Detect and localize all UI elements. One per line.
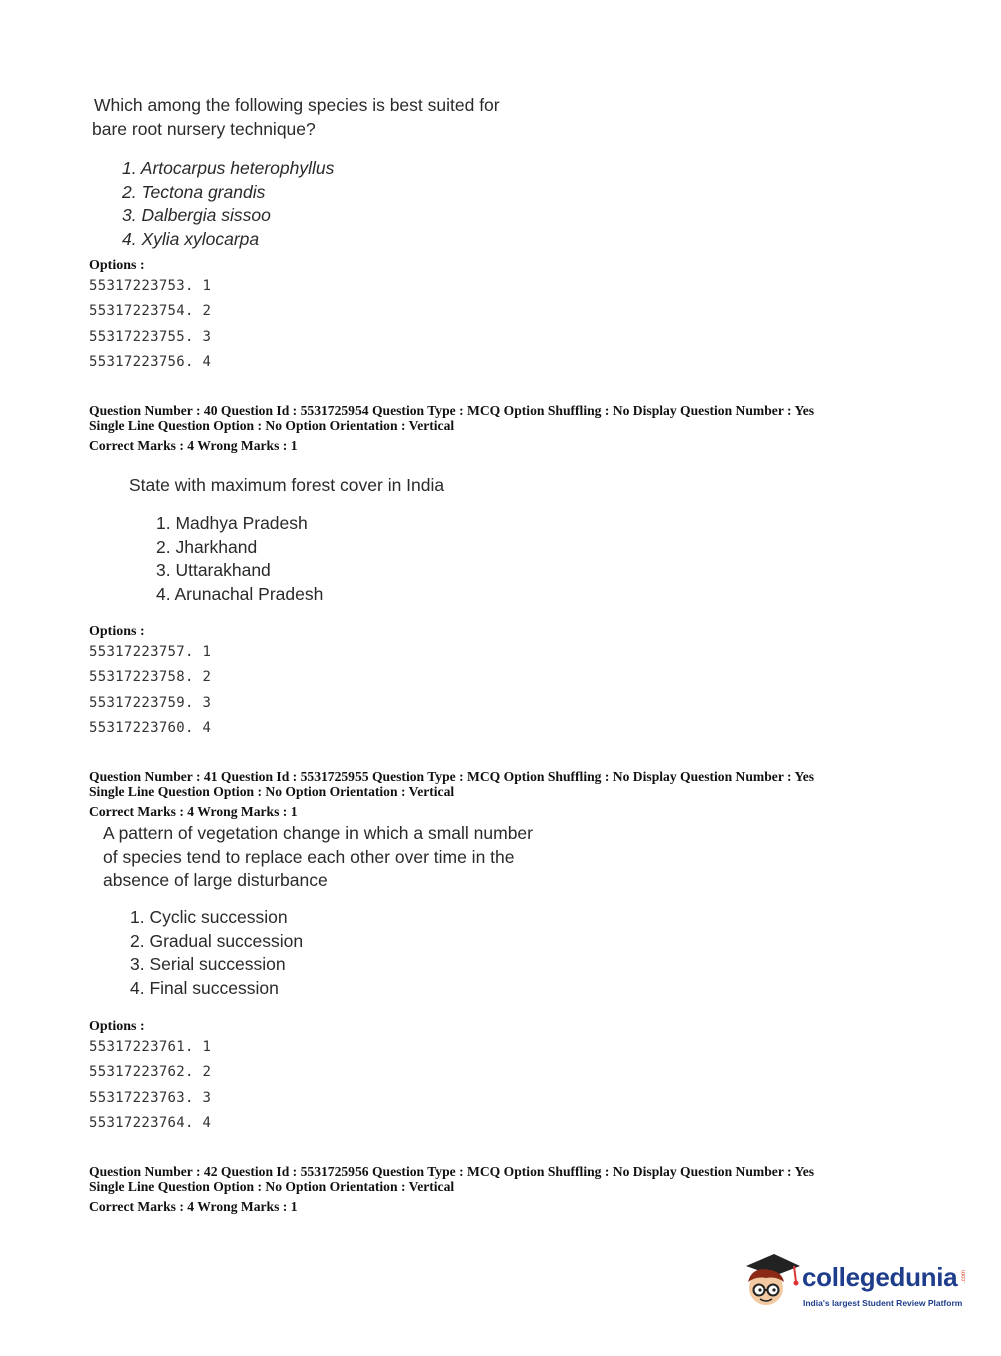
q40-options-label: Options : [89,624,145,639]
q39-choice: 3. Dalbergia sissoo [122,205,271,225]
q42-marks: Correct Marks : 4 Wrong Marks : 1 [89,1199,298,1214]
q41-option-list [89,1035,211,1136]
q39-choice-list [122,157,334,251]
q40-choice-list [156,512,323,606]
q41-question-line: absence of large disturbance [103,870,328,890]
q41-question-line: A pattern of vegetation change in which a small number [103,823,533,843]
q39-choice: 4. Xylia xylocarpa [122,228,260,249]
logo-name: collegedunia [802,1262,958,1292]
q41-option: 55317223762. 2 [89,1064,212,1081]
q39-question-text [94,94,500,141]
mascot-icon [740,1248,802,1314]
q39-options-label: Options : [89,258,145,273]
q41-question-line: of species tend to replace each other over time in the [103,846,515,867]
q40-option: 55317223757. 1 [89,644,212,660]
q41-meta-line: Question Number : 41 Question Id : 5531725955 Question Type : MCQ Option Shuffling : No Display Question Number : Yes [89,769,815,784]
q40-option: 55317223760. 4 [89,719,212,736]
q41-meta [89,769,814,819]
q40-question-text [129,474,444,498]
q40-meta-line: Single Line Question Option : No Option Orientation : Vertical [89,418,455,433]
q39-option: 55317223754. 2 [89,303,212,320]
q41-question-text [103,822,533,893]
q41-options-label: Options : [89,1019,145,1034]
q40-option-list [89,640,211,741]
q41-option: 55317223763. 3 [89,1089,212,1106]
q40-question-line: State with maximum forest cover in India [129,475,445,495]
q41-choice: 1. Cyclic succession [130,907,288,927]
q40-choice: 4. Arunachal Pradesh [156,583,324,604]
q41-marks: Correct Marks : 4 Wrong Marks : 1 [89,804,298,819]
q40-meta [89,403,814,453]
q41-choice-list [130,906,303,1000]
logo-tagline: India's largest Student Review Platform [803,1298,963,1308]
collegedunia-logo [740,1248,970,1320]
q39-option: 55317223756. 4 [89,353,212,370]
q41-choice: 2. Gradual succession [130,930,304,951]
q40-choice: 2. Jharkhand [156,536,258,557]
q42-meta [89,1164,814,1214]
q40-meta-line: Question Number : 40 Question Id : 5531725954 Question Type : MCQ Option Shuffling : No Display Question Number : Yes [89,403,815,418]
q40-choice: 1. Madhya Pradesh [156,513,308,533]
q41-option: 55317223764. 4 [89,1114,212,1131]
q39-question-line: bare root nursery technique? [92,118,316,139]
q40-choice: 3. Uttarakhand [156,560,271,580]
q40-option: 55317223759. 3 [89,694,212,711]
q40-marks: Correct Marks : 4 Wrong Marks : 1 [89,438,298,453]
q39-choice: 1. Artocarpus heterophyllus [122,158,335,178]
q39-option-list [89,274,211,375]
q39-question-line: Which among the following species is best suited for [94,95,500,115]
q39-option: 55317223755. 3 [89,328,212,345]
q42-meta-line: Question Number : 42 Question Id : 5531725956 Question Type : MCQ Option Shuffling : No Display Question Number : Yes [89,1164,815,1179]
q41-meta-line: Single Line Question Option : No Option Orientation : Vertical [89,784,455,799]
q41-choice: 3. Serial succession [130,954,286,974]
logo-com: .com [961,1270,967,1284]
q41-choice: 4. Final succession [130,977,279,998]
q39-choice: 2. Tectona grandis [122,181,266,202]
q40-option: 55317223758. 2 [89,669,212,686]
q41-option: 55317223761. 1 [89,1039,212,1055]
q39-option: 55317223753. 1 [89,278,212,294]
q42-meta-line: Single Line Question Option : No Option Orientation : Vertical [89,1179,455,1194]
